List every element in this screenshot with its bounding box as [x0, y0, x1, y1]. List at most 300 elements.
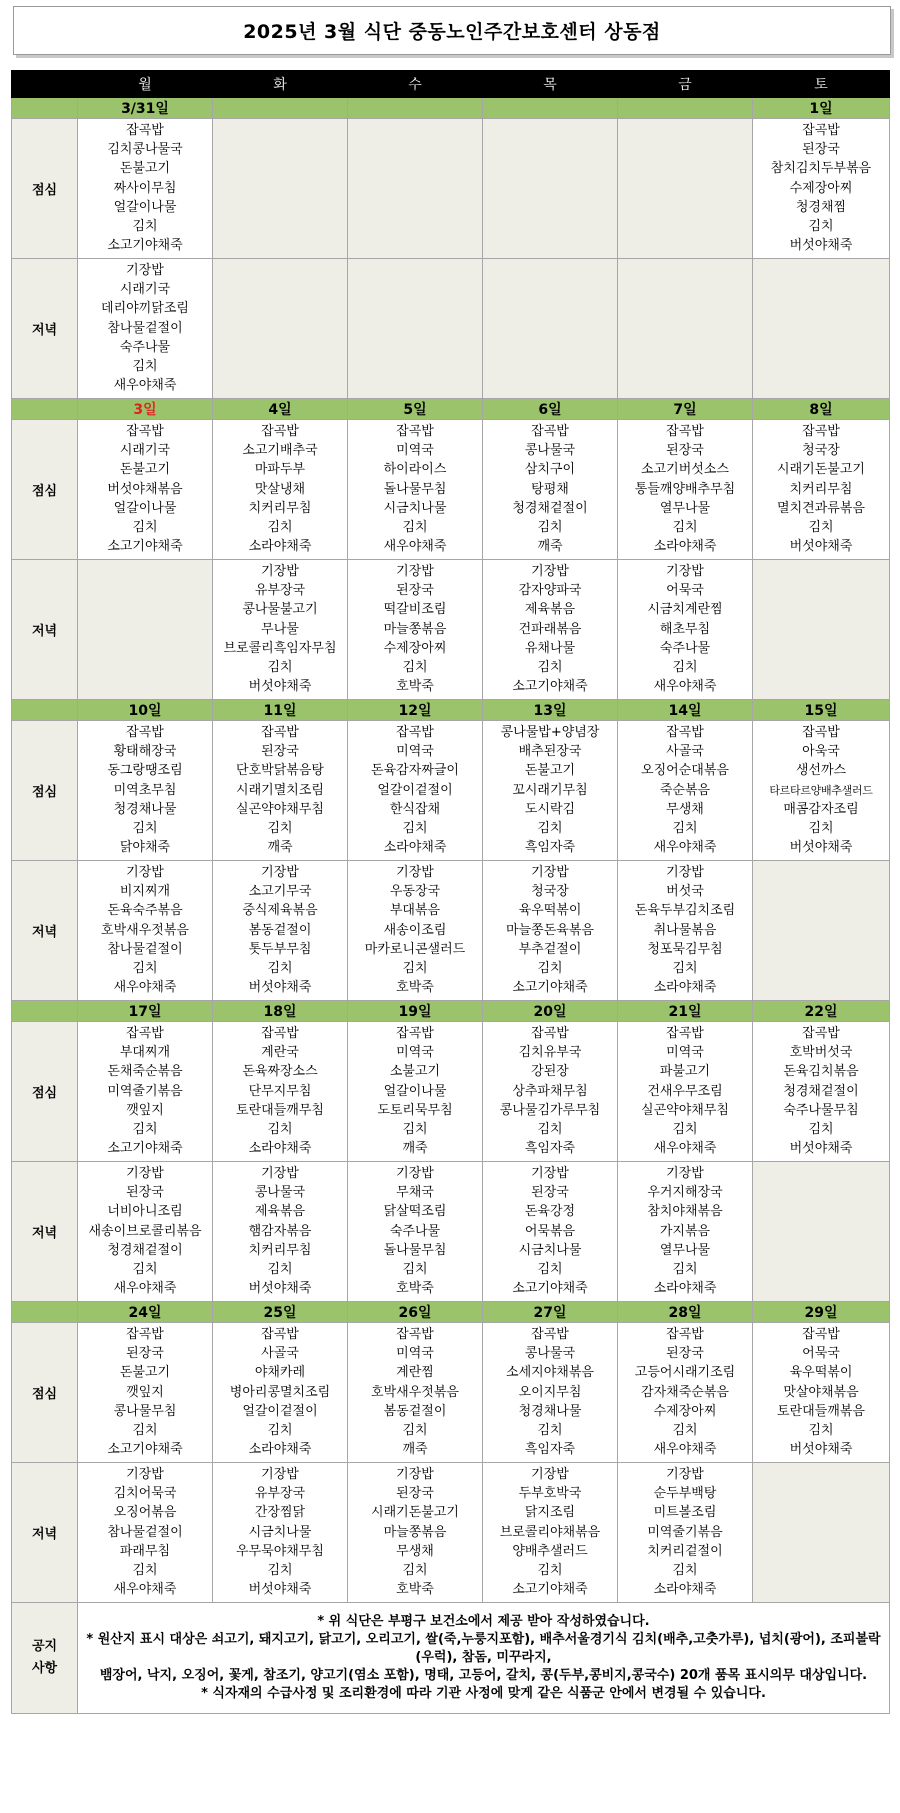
- menu-item: 미역초무침: [113, 782, 177, 798]
- menu-cell: [618, 119, 753, 259]
- menu-cell: [213, 1022, 348, 1162]
- menu-item: 잡곡밥: [802, 424, 840, 439]
- menu-item: 버섯야채볶음: [107, 481, 183, 497]
- menu-item: 돈불고기: [524, 763, 576, 779]
- menu-item: 병아리콩멸치조림: [229, 1384, 331, 1400]
- menu-item: 미역국: [396, 1346, 434, 1362]
- menu-item: 두부호박국: [518, 1486, 582, 1502]
- menu-item: 새우야채죽: [113, 1582, 177, 1598]
- menu-item: 돈육숙주볶음: [107, 903, 183, 919]
- menu-item: 기장밥: [126, 1166, 164, 1181]
- menu-cell: [483, 721, 618, 861]
- date-cell: 22일: [753, 1001, 890, 1022]
- date-cell: 1일: [753, 98, 890, 119]
- menu-cell: [78, 420, 213, 560]
- menu-item: 무생채: [396, 1543, 434, 1559]
- lunch-label: 점심: [12, 1022, 78, 1162]
- menu-cell: [483, 119, 618, 259]
- menu-cell: [483, 1463, 618, 1603]
- menu-item: 깨죽: [537, 539, 563, 555]
- menu-cell: [78, 119, 213, 259]
- menu-item: 호박죽: [396, 1281, 434, 1297]
- lunch-row: [12, 119, 890, 259]
- lunch-label: 점심: [12, 1323, 78, 1463]
- menu-item: 돈채죽순볶음: [107, 1064, 183, 1080]
- menu-item: 기장밥: [396, 564, 434, 579]
- menu-item: 청경채찜: [795, 199, 847, 215]
- menu-item: 된장국: [126, 1346, 164, 1362]
- menu-item: 흑임자죽: [524, 1141, 576, 1157]
- menu-item: 시래기멸치조림: [236, 782, 324, 798]
- menu-cell: [78, 1022, 213, 1162]
- menu-cell: [213, 560, 348, 700]
- menu-item: 기장밥: [666, 865, 704, 880]
- menu-cell: [618, 721, 753, 861]
- menu-item: 단호박닭볶음탕: [236, 763, 324, 779]
- menu-cell: [348, 1463, 483, 1603]
- menu-cell: [753, 1463, 890, 1603]
- weekday-fri: 금: [618, 71, 753, 98]
- date-cell: 11일: [213, 700, 348, 721]
- dinner-row: [12, 1463, 890, 1603]
- menu-item: 브로콜리흑임자무침: [223, 640, 337, 656]
- menu-item: 버섯야채죽: [248, 1281, 312, 1297]
- menu-item: 맛살야채볶음: [783, 1384, 859, 1400]
- menu-item: 봄동겉절이: [383, 1403, 447, 1419]
- menu-item: 미역국: [396, 744, 434, 760]
- menu-item: 잡곡밥: [261, 424, 299, 439]
- menu-item: 도토리묵무침: [377, 1102, 453, 1118]
- menu-item: 소고기야채죽: [512, 1281, 588, 1297]
- menu-item: 어묵국: [802, 1346, 840, 1362]
- menu-item: 호박버섯국: [789, 1045, 853, 1061]
- menu-cell: [348, 721, 483, 861]
- menu-item: 도시락김: [524, 801, 576, 817]
- menu-item: 삼치구이: [524, 462, 576, 478]
- date-row: [12, 1302, 890, 1323]
- date-row-corner: [12, 1001, 78, 1022]
- menu-cell: [348, 1162, 483, 1302]
- menu-item: 버섯야채죽: [248, 980, 312, 996]
- date-row: [12, 700, 890, 721]
- menu-cell: [618, 1463, 753, 1603]
- menu-item: 참나물겉절이: [107, 320, 183, 336]
- menu-item: 시금치나물: [383, 500, 447, 516]
- dinner-row: [12, 861, 890, 1001]
- menu-item: 치커리무침: [789, 481, 853, 497]
- notice-line: * 원산지 표시 대상은 쇠고기, 돼지고기, 닭고기, 오리고기, 쌀(죽,누룽지포함), 배추서울경기식 김치(배추,고춧가루), 넙치(광어), 조피볼락(우럭), 참돔, 미꾸라지,: [86, 1632, 881, 1665]
- menu-item: 소라야채죽: [653, 1582, 717, 1598]
- menu-item: 소고기버섯소스: [641, 462, 729, 478]
- menu-cell: [213, 259, 348, 399]
- menu-item: 돈육김치볶음: [783, 1064, 859, 1080]
- menu-cell: [483, 259, 618, 399]
- menu-item: 숙주나물: [119, 339, 171, 355]
- menu-item: 김치: [267, 519, 293, 535]
- menu-item: 콩나물밥+양념장: [500, 725, 600, 740]
- menu-cell: [753, 560, 890, 700]
- menu-item: 김치: [537, 1261, 563, 1277]
- menu-item: 계란찜: [396, 1365, 434, 1381]
- menu-item: 김치: [132, 1422, 158, 1438]
- menu-item: 된장국: [396, 1486, 434, 1502]
- lunch-label: 점심: [12, 119, 78, 259]
- menu-item: 순두부백탕: [653, 1486, 717, 1502]
- menu-cell: [618, 259, 753, 399]
- menu-item: 양배추샐러드: [512, 1543, 588, 1559]
- menu-item: 돈불고기: [119, 462, 171, 478]
- menu-item: 기장밥: [261, 1467, 299, 1482]
- menu-cell: [483, 420, 618, 560]
- menu-item: 김치유부국: [518, 1045, 582, 1061]
- menu-item: 얼갈이나물: [113, 199, 177, 215]
- menu-item: 기장밥: [126, 865, 164, 880]
- menu-cell: [213, 1323, 348, 1463]
- menu-item: 돈육짜장소스: [242, 1064, 318, 1080]
- menu-item: 잡곡밥: [396, 725, 434, 740]
- menu-cell: [78, 560, 213, 700]
- menu-item: 멸치견과류볶음: [777, 500, 865, 516]
- menu-item: 된장국: [531, 1185, 569, 1201]
- menu-item: 감자채죽순볶음: [641, 1384, 729, 1400]
- dinner-label: 저녁: [12, 560, 78, 700]
- menu-cell: [213, 119, 348, 259]
- menu-item: 숙주나물: [389, 1223, 441, 1239]
- menu-item: 김치: [402, 659, 428, 675]
- menu-cell: [483, 560, 618, 700]
- menu-item: 흑임자죽: [524, 840, 576, 856]
- menu-item: 미역국: [396, 443, 434, 459]
- menu-item: 잡곡밥: [261, 1327, 299, 1342]
- menu-item: 버섯야채죽: [248, 1582, 312, 1598]
- menu-item: 실곤약야채무침: [641, 1102, 729, 1118]
- menu-item: 돈육두부김치조림: [634, 903, 736, 919]
- menu-item: 호박죽: [396, 1582, 434, 1598]
- date-cell: 15일: [753, 700, 890, 721]
- menu-item: 버섯야채죽: [789, 1442, 853, 1458]
- menu-item: 버섯야채죽: [789, 238, 853, 254]
- menu-item: 열무나물: [659, 1242, 711, 1258]
- menu-item: 기장밥: [531, 865, 569, 880]
- menu-item: 기장밥: [126, 1467, 164, 1482]
- menu-item: 김치: [267, 1121, 293, 1137]
- menu-item: 새우야채죽: [113, 378, 177, 394]
- menu-item: 제육볶음: [254, 1204, 306, 1220]
- menu-item: 오징어순대볶음: [641, 763, 729, 779]
- menu-item: 김치: [402, 1121, 428, 1137]
- menu-item: 마카로니콘샐러드: [364, 941, 466, 957]
- menu-item: 잡곡밥: [666, 424, 704, 439]
- menu-item: 사골국: [666, 744, 704, 760]
- menu-item: 새우야채죽: [653, 679, 717, 695]
- menu-item: 버섯야채죽: [248, 679, 312, 695]
- menu-cell: [483, 1162, 618, 1302]
- menu-item: 미트볼조림: [653, 1505, 717, 1521]
- menu-cell: [348, 119, 483, 259]
- menu-item: 제육볶음: [524, 602, 576, 618]
- menu-item: 버섯국: [666, 884, 704, 900]
- menu-cell: [753, 420, 890, 560]
- menu-cell: [753, 1022, 890, 1162]
- date-row: [12, 1001, 890, 1022]
- menu-item: 새우야채죽: [653, 840, 717, 856]
- menu-item: 김치: [267, 659, 293, 675]
- menu-item: 시금치계란찜: [647, 602, 723, 618]
- menu-item: 잡곡밥: [396, 1026, 434, 1041]
- menu-item: 토란대들깨무침: [236, 1102, 324, 1118]
- date-cell: 13일: [483, 700, 618, 721]
- menu-item: 오징어볶음: [113, 1505, 177, 1521]
- menu-item: 건파래볶음: [518, 621, 582, 637]
- menu-item: 비지찌개: [119, 884, 171, 900]
- menu-item: 깨죽: [267, 840, 293, 856]
- menu-item: 김치: [537, 1121, 563, 1137]
- notice-row: [12, 1603, 890, 1714]
- menu-item: 브로콜리야채볶음: [499, 1524, 601, 1540]
- menu-item: 얼갈이나물: [113, 500, 177, 516]
- menu-item: 참치야채볶음: [647, 1204, 723, 1220]
- menu-item: 가지볶음: [659, 1223, 711, 1239]
- menu-item: 잡곡밥: [126, 725, 164, 740]
- menu-item: 오이지무침: [518, 1384, 582, 1400]
- menu-item: 된장국: [126, 1185, 164, 1201]
- menu-item: 돈육감자짜글이: [371, 763, 459, 779]
- menu-item: 시래기국: [119, 443, 171, 459]
- menu-cell: [213, 1463, 348, 1603]
- date-cell: 3/31일: [78, 98, 213, 119]
- menu-item: 수제장아찌: [653, 1403, 717, 1419]
- menu-cell: [753, 119, 890, 259]
- menu-item: 봄동겉절이: [248, 922, 312, 938]
- menu-item: 김치: [672, 659, 698, 675]
- date-cell: 21일: [618, 1001, 753, 1022]
- menu-item: 소라야채죽: [248, 1141, 312, 1157]
- menu-item: 기장밥: [126, 263, 164, 278]
- menu-item: 닭야채죽: [119, 840, 171, 856]
- menu-item: 소라야채죽: [383, 840, 447, 856]
- menu-item: 콩나물국: [524, 1346, 576, 1362]
- menu-item: 미역줄기볶음: [647, 1524, 723, 1540]
- menu-item: 미역줄기볶음: [107, 1083, 183, 1099]
- date-cell: 10일: [78, 700, 213, 721]
- menu-item: 소고기야채죽: [107, 1141, 183, 1157]
- menu-cell: [78, 721, 213, 861]
- date-row: [12, 98, 890, 119]
- menu-item: 김치: [537, 659, 563, 675]
- menu-item: 돈육강정: [524, 1204, 576, 1220]
- menu-item: 흑임자죽: [524, 1442, 576, 1458]
- menu-cell: [753, 1323, 890, 1463]
- menu-item: 김치: [402, 820, 428, 836]
- menu-item: 기장밥: [531, 1166, 569, 1181]
- menu-item: 감자양파국: [518, 583, 582, 599]
- menu-item: 시래기국: [119, 282, 171, 298]
- menu-item: 우무묵야채무침: [236, 1543, 324, 1559]
- lunch-row: [12, 1022, 890, 1162]
- menu-item: 우동장국: [389, 884, 441, 900]
- notice-line: * 식자재의 수급사정 및 조리환경에 따라 기관 사정에 맞게 같은 식품군 안에서 변경될 수 있습니다.: [201, 1686, 766, 1701]
- menu-item: 무나물: [261, 621, 299, 637]
- menu-item: 잡곡밥: [531, 1327, 569, 1342]
- menu-item: 어묵볶음: [524, 1223, 576, 1239]
- lunch-row: [12, 721, 890, 861]
- menu-item: 죽순볶음: [659, 782, 711, 798]
- menu-item: 시금치나물: [518, 1242, 582, 1258]
- date-cell: 24일: [78, 1302, 213, 1323]
- menu-item: 김치: [132, 358, 158, 374]
- menu-item: 마늘쫑돈육볶음: [506, 922, 594, 938]
- menu-item: 기장밥: [666, 1467, 704, 1482]
- menu-item: 김치: [537, 1562, 563, 1578]
- menu-cell: [78, 1323, 213, 1463]
- menu-item: 어묵국: [666, 583, 704, 599]
- menu-cell: [753, 259, 890, 399]
- menu-item: 토란대들깨볶음: [777, 1403, 865, 1419]
- menu-item: 콩나물무침: [113, 1403, 177, 1419]
- menu-item: 깨죽: [402, 1442, 428, 1458]
- menu-item: 청포묵김무침: [647, 941, 723, 957]
- menu-item: 잡곡밥: [126, 1026, 164, 1041]
- date-row-corner: [12, 98, 78, 119]
- menu-item: 데리야끼닭조림: [101, 301, 189, 317]
- date-cell: 29일: [753, 1302, 890, 1323]
- weekday-thu: 목: [483, 71, 618, 98]
- menu-item: 새우야채죽: [113, 980, 177, 996]
- menu-item: 김치: [672, 960, 698, 976]
- menu-item: 숙주나물: [659, 640, 711, 656]
- page-title: 2025년 3월 식단 중동노인주간보호센터 상동점: [13, 6, 891, 55]
- menu-item: 기장밥: [261, 1166, 299, 1181]
- menu-item: 호박죽: [396, 679, 434, 695]
- dinner-label: 저녁: [12, 1463, 78, 1603]
- menu-item: 청경채나물: [518, 1403, 582, 1419]
- menu-item: 수제장아찌: [789, 180, 853, 196]
- menu-item: 기장밥: [666, 564, 704, 579]
- menu-item: 김치: [402, 519, 428, 535]
- menu-item: 유부장국: [254, 1486, 306, 1502]
- menu-item: 잡곡밥: [802, 725, 840, 740]
- menu-cell: [483, 1022, 618, 1162]
- menu-cell: [618, 1323, 753, 1463]
- menu-item: 소고기야채죽: [512, 980, 588, 996]
- menu-item: 기장밥: [261, 865, 299, 880]
- menu-item: 소고기야채죽: [107, 539, 183, 555]
- menu-item: 야채카레: [254, 1365, 306, 1381]
- menu-cell: [348, 861, 483, 1001]
- menu-cell: [618, 560, 753, 700]
- menu-item: 김치: [808, 218, 834, 234]
- menu-item: 깻잎지: [126, 1384, 164, 1400]
- menu-item: 새우야채죽: [113, 1281, 177, 1297]
- menu-cell: [213, 1162, 348, 1302]
- menu-item: 아욱국: [802, 744, 840, 760]
- menu-item: 김치: [672, 1261, 698, 1277]
- date-cell: 4일: [213, 399, 348, 420]
- menu-item: 열무나물: [659, 500, 711, 516]
- menu-item: 얼갈이겉절이: [242, 1403, 318, 1419]
- menu-cell: [618, 861, 753, 1001]
- notice-line: 뱀장어, 낙지, 오징어, 꽃게, 참조기, 양고기(염소 포함), 명태, 고등어, 갈치, 콩(두부,콩비지,콩국수) 20개 품목 표시의무 대상입니다.: [99, 1668, 868, 1683]
- menu-item: 잡곡밥: [396, 1327, 434, 1342]
- menu-item: 콩나물국: [254, 1185, 306, 1201]
- menu-item: 잡곡밥: [261, 725, 299, 740]
- menu-item: 김치어묵국: [113, 1486, 177, 1502]
- menu-item: 김치: [672, 519, 698, 535]
- lunch-label: 점심: [12, 721, 78, 861]
- menu-item: 청국장: [531, 884, 569, 900]
- menu-cell: [753, 861, 890, 1001]
- menu-cell: [483, 1323, 618, 1463]
- menu-item: 돈불고기: [119, 161, 171, 177]
- menu-item: 황태해장국: [113, 744, 177, 760]
- menu-cell: [348, 1022, 483, 1162]
- menu-item: 생선까스: [795, 763, 847, 779]
- weekday-mon: 월: [78, 71, 213, 98]
- dinner-row: [12, 1162, 890, 1302]
- menu-item: 김치: [132, 1562, 158, 1578]
- menu-item: 기장밥: [261, 564, 299, 579]
- menu-item: 잡곡밥: [802, 1026, 840, 1041]
- menu-item: 김치: [808, 1121, 834, 1137]
- menu-item: 무생채: [666, 801, 704, 817]
- menu-item: 강된장: [531, 1064, 569, 1080]
- menu-item: 시래기돈불고기: [371, 1505, 459, 1521]
- menu-item: 깻잎지: [126, 1102, 164, 1118]
- menu-cell: [483, 861, 618, 1001]
- menu-item: 잡곡밥: [531, 424, 569, 439]
- date-cell: 18일: [213, 1001, 348, 1022]
- dinner-label: 저녁: [12, 1162, 78, 1302]
- menu-cell: [348, 259, 483, 399]
- menu-item: 버섯야채죽: [789, 840, 853, 856]
- weekday-tue: 화: [213, 71, 348, 98]
- menu-item: 참치김치두부볶음: [770, 161, 872, 177]
- menu-item: 새우야채죽: [653, 1442, 717, 1458]
- menu-item: 톳두부무침: [248, 941, 312, 957]
- date-cell: 3일: [78, 399, 213, 420]
- menu-item: 치커리무침: [248, 500, 312, 516]
- menu-item: 기장밥: [396, 865, 434, 880]
- date-row: [12, 399, 890, 420]
- menu-item: 상추파채무침: [512, 1083, 588, 1099]
- menu-item: 타르타르양배추샐러드: [769, 783, 873, 797]
- menu-item: 김치: [672, 820, 698, 836]
- menu-item: 김치: [132, 960, 158, 976]
- notice-line: * 위 식단은 부평구 보건소에서 제공 받아 작성하였습니다.: [317, 1614, 650, 1629]
- menu-item: 기장밥: [531, 564, 569, 579]
- menu-item: 김치: [267, 1562, 293, 1578]
- menu-item: 잡곡밥: [126, 424, 164, 439]
- date-cell: 27일: [483, 1302, 618, 1323]
- menu-item: 소라야채죽: [653, 980, 717, 996]
- dinner-row: [12, 259, 890, 399]
- dinner-label: 저녁: [12, 861, 78, 1001]
- date-cell: 28일: [618, 1302, 753, 1323]
- menu-item: 김치: [808, 519, 834, 535]
- dinner-label: 저녁: [12, 259, 78, 399]
- menu-cell: [78, 1463, 213, 1603]
- weekday-sat: 토: [753, 71, 890, 98]
- date-cell: 7일: [618, 399, 753, 420]
- menu-item: 잡곡밥: [666, 1327, 704, 1342]
- menu-item: 잡곡밥: [261, 1026, 299, 1041]
- menu-item: 김치: [132, 218, 158, 234]
- menu-item: 새우야채죽: [383, 539, 447, 555]
- menu-item: 된장국: [396, 583, 434, 599]
- menu-item: 김치: [808, 1422, 834, 1438]
- menu-item: 파불고기: [659, 1064, 711, 1080]
- menu-item: 배추된장국: [518, 744, 582, 760]
